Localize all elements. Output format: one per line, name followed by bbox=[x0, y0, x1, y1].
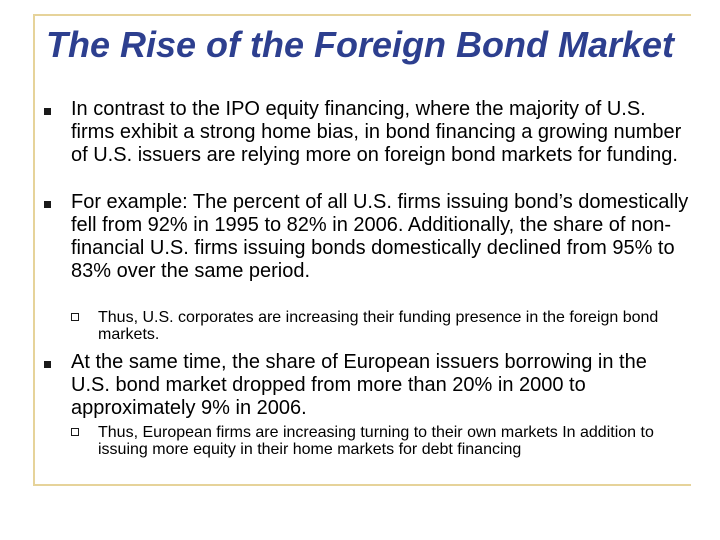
sub-bullet-hollow-square-icon bbox=[71, 313, 79, 321]
bullet-2-text: For example: The percent of all U.S. firms issuing bond’s domestically fell from 92% in 1995 to 82% in 2006. Additionally, the share of non-financial U.S. firms issuing bonds domestically declined from 95% to 83% over the same period. bbox=[71, 191, 689, 282]
bullet-square-icon bbox=[44, 108, 51, 115]
bottom-rule bbox=[33, 484, 691, 486]
sub-bullet-2-text: Thus, European firms are increasing turning to their own markets In addition to issuing more equity in their home markets for debt financing bbox=[98, 424, 654, 458]
slide-title: The Rise of the Foreign Bond Market bbox=[46, 24, 675, 65]
bullet-square-icon bbox=[44, 201, 51, 208]
sub-bullet-hollow-square-icon bbox=[71, 428, 79, 436]
sub-bullet-1-text: Thus, U.S. corporates are increasing their funding presence in the foreign bond markets. bbox=[98, 309, 659, 343]
bullet-3-text: At the same time, the share of European issuers borrowing in the U.S. bond market dropped from more than 20% in 2000 to approximately 9% in 2006. bbox=[71, 351, 647, 419]
top-rule bbox=[33, 14, 691, 16]
bullet-square-icon bbox=[44, 361, 51, 368]
left-rule bbox=[33, 14, 35, 486]
bullet-1-text: In contrast to the IPO equity financing, where the majority of U.S. firms exhibit a strong home bias, in bond financing a growing number of U.S. issuers are relying more on foreign bond markets for funding. bbox=[71, 98, 682, 166]
